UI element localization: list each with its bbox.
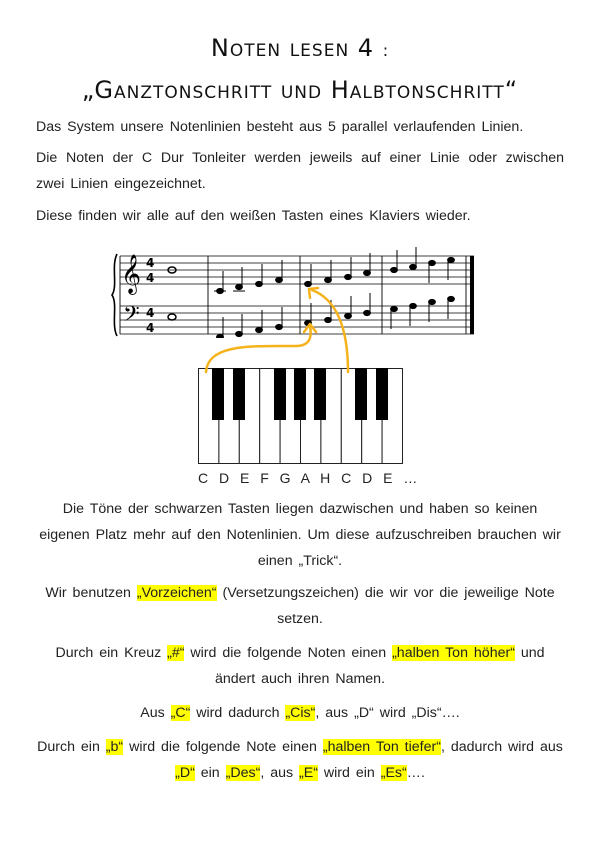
highlight-halben-ton-tiefer: „halben Ton tiefer“ [322,739,441,755]
highlight-b: „b“ [105,739,124,755]
p8-text-g: …. [406,765,425,781]
highlight-c: „C“ [170,705,191,721]
page-title [0,34,600,62]
paragraph-2: Die Noten der C Dur Tonleiter werden jeweils auf einer Linie oder zwischen zwei Linien eingezeichnet. [36,150,564,192]
highlight-d: „D“ [175,765,195,781]
p7-text-c: , aus „D“ wird „Dis“…. [315,705,460,721]
paragraph-1: Das System unsere Notenlinien besteht aus 5 parallel verlaufenden Linien. [36,119,524,135]
whole-note-bass [168,314,176,320]
p8-text-e: , aus [260,765,300,781]
highlight-kreuz: „#“ [167,645,185,661]
black-keys [212,368,388,420]
highlight-halben-ton-hoeher: „halben Ton höher“ [392,645,515,661]
time-sig-bottom-bass: 4 [146,321,155,335]
paragraph-7 [36,700,564,726]
title-line1: Noten lesen 4 [210,34,375,62]
paragraph-3: Diese finden wir alle auf den weißen Tasten eines Klaviers wieder. [36,208,471,224]
p7-text-b: wird dadurch [190,705,286,721]
p8-text-b: wird die folgende Note einen [123,739,323,755]
title-line1-suffix: : [382,41,390,60]
paragraph-8 [36,734,564,786]
p5-text-a: Wir benutzen [45,585,137,601]
treble-clef-icon: 𝄞 [121,254,142,294]
highlight-des: „Des“ [225,765,261,781]
p5-text-b: (Versetzungszeichen) die wir vor die jeweilige Note setzen. [216,585,555,627]
time-signature [146,256,154,335]
p8-text-c: , dadurch wird aus [440,739,563,755]
p6-text-c: und ändert auch ihren Namen. [214,645,545,687]
brace-icon [112,254,117,336]
paragraph-5 [36,580,564,632]
highlight-es: „Es“ [380,765,407,781]
p8-text-a: Durch ein [37,739,106,755]
time-sig-top-treble: 4 [146,256,155,270]
piano-keyboard [198,368,408,464]
bass-notes [214,293,454,338]
key-names-label: C D E F G A H C D E … [198,470,420,486]
final-barline [470,256,474,334]
highlight-e: „E“ [299,765,318,781]
p6-text-a: Durch ein Kreuz [55,645,168,661]
highlight-cis: „Cis“ [285,705,316,721]
treble-staff-lines [120,256,474,284]
treble-notes-measure-4 [391,247,455,283]
p7-text-a: Aus [140,705,171,721]
p8-text-d: ein [194,765,226,781]
time-sig-bottom-treble: 4 [146,271,155,285]
paragraph-4: Die Töne der schwarzen Tasten liegen dazwischen und haben so keinen eigenen Platz mehr auf den Notenlinien. Um diese aufzuschreiben brauchen wir einen „Trick“. [39,501,561,569]
p6-text-b: wird die folgende Noten einen [184,645,393,661]
time-sig-top-bass: 4 [146,306,155,320]
p8-text-f: wird ein [317,765,381,781]
grand-staff-figure [110,246,478,338]
highlight-vorzeichen: „Vorzeichen“ [136,585,217,601]
paragraph-6 [36,640,564,692]
page-subtitle: „Ganztonschritt und Halbtonschritt“ [81,76,519,104]
bass-clef-icon: 𝄢 [123,302,140,332]
